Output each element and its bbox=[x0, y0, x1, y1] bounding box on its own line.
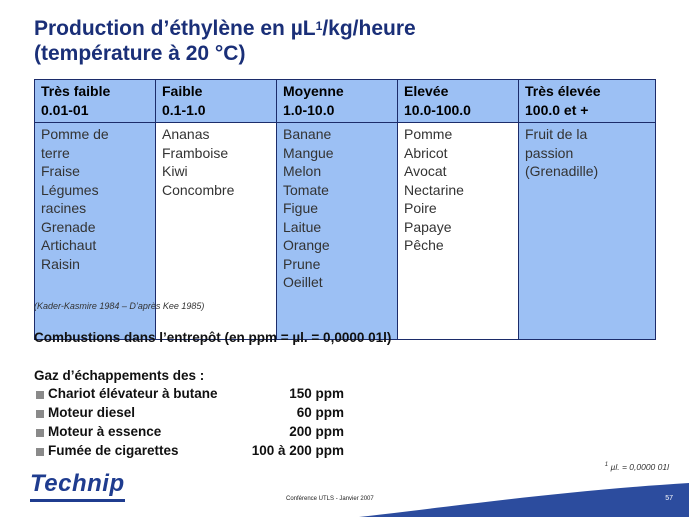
header-cell: Faible 0.1-1.0 bbox=[156, 80, 277, 123]
gaz-list bbox=[34, 386, 344, 462]
header-cell: Elevée 10.0-100.0 bbox=[398, 80, 519, 123]
list-item: Pomme de bbox=[41, 126, 109, 142]
source-citation: (Kader-Kasmire 1984 – D’après Kee 1985) bbox=[34, 301, 205, 311]
list-item: Papaye bbox=[404, 218, 452, 235]
list-item: Melon bbox=[283, 163, 322, 179]
list-item: Avocat bbox=[404, 163, 447, 179]
list-item: Ananas bbox=[162, 126, 210, 142]
header-cell: Très élevée 100.0 et + bbox=[519, 80, 656, 123]
square-bullet-icon bbox=[36, 429, 44, 437]
header-cell: Très faible 0.01-01 bbox=[35, 80, 156, 123]
list-item: racines bbox=[41, 200, 87, 216]
gaz-item bbox=[34, 424, 344, 443]
header-cell: Moyenne 1.0-10.0 bbox=[277, 80, 398, 123]
logo-underline bbox=[30, 499, 125, 502]
list-item: Prune bbox=[283, 255, 321, 272]
technip-logo: Technip bbox=[30, 470, 125, 497]
gaz-item-value: 200 ppm bbox=[289, 424, 344, 439]
slide-title bbox=[34, 16, 674, 66]
gaz-item-label: Fumée de cigarettes bbox=[48, 443, 179, 458]
list-item: Banane bbox=[283, 126, 332, 142]
gaz-item bbox=[34, 386, 344, 405]
list-item: Figue bbox=[283, 200, 319, 216]
list-item: Laitue bbox=[283, 218, 322, 235]
gaz-item-value: 100 à 200 ppm bbox=[251, 443, 344, 458]
list-item: Orange bbox=[283, 237, 330, 253]
list-item: Poire bbox=[404, 200, 437, 216]
list-item: Kiwi bbox=[162, 163, 188, 179]
table-cell bbox=[519, 123, 656, 340]
gaz-item-value: 150 ppm bbox=[289, 386, 344, 401]
list-item: passion bbox=[525, 144, 574, 161]
list-item: (Grenadille) bbox=[525, 163, 599, 179]
list-item: Oeillet bbox=[283, 274, 323, 290]
list-item: Légumes bbox=[41, 181, 99, 198]
table-cell bbox=[398, 123, 519, 340]
gaz-item bbox=[34, 443, 344, 462]
list-item: Tomate bbox=[283, 181, 329, 198]
list-item: Concombre bbox=[162, 181, 235, 198]
page-number: 57 bbox=[665, 495, 673, 502]
list-item: Pêche bbox=[404, 237, 444, 253]
square-bullet-icon bbox=[36, 448, 44, 456]
footer-swoosh-shape bbox=[359, 477, 689, 517]
gaz-item bbox=[34, 405, 344, 424]
list-item: Raisin bbox=[41, 255, 80, 272]
list-item: Artichaut bbox=[41, 237, 97, 253]
square-bullet-icon bbox=[36, 410, 44, 418]
list-item: terre bbox=[41, 144, 70, 161]
combustions-heading: Combustions dans l’entrepôt (en ppm = µl. = 0,0000 01l) bbox=[34, 330, 392, 345]
gaz-item-value: 60 ppm bbox=[296, 405, 344, 420]
footnote: $^1$ µl. = 0,0000 01l bbox=[604, 462, 669, 472]
list-item: Framboise bbox=[162, 144, 229, 161]
list-item: Fraise bbox=[41, 163, 80, 179]
table-header-row bbox=[35, 80, 656, 123]
gaz-heading: Gaz d’échappements des : bbox=[34, 368, 205, 383]
list-item: Mangue bbox=[283, 144, 334, 161]
gaz-item-label: Moteur à essence bbox=[48, 424, 162, 439]
title-line-1: Production d’éthylène en µL$^1$/kg/heure bbox=[34, 17, 416, 40]
list-item: Fruit de la bbox=[525, 126, 588, 142]
conference-footer: Conférence UTLS - Janvier 2007 bbox=[286, 496, 374, 502]
table-cell bbox=[277, 123, 398, 340]
title-line-2: (température à 20 °C) bbox=[34, 42, 246, 65]
list-item: Abricot bbox=[404, 144, 448, 161]
gaz-item-label: Chariot élévateur à butane bbox=[48, 386, 218, 401]
list-item: Grenade bbox=[41, 218, 96, 235]
gaz-item-label: Moteur diesel bbox=[48, 405, 136, 420]
square-bullet-icon bbox=[36, 391, 44, 399]
list-item: Pomme bbox=[404, 126, 453, 142]
list-item: Nectarine bbox=[404, 181, 464, 198]
